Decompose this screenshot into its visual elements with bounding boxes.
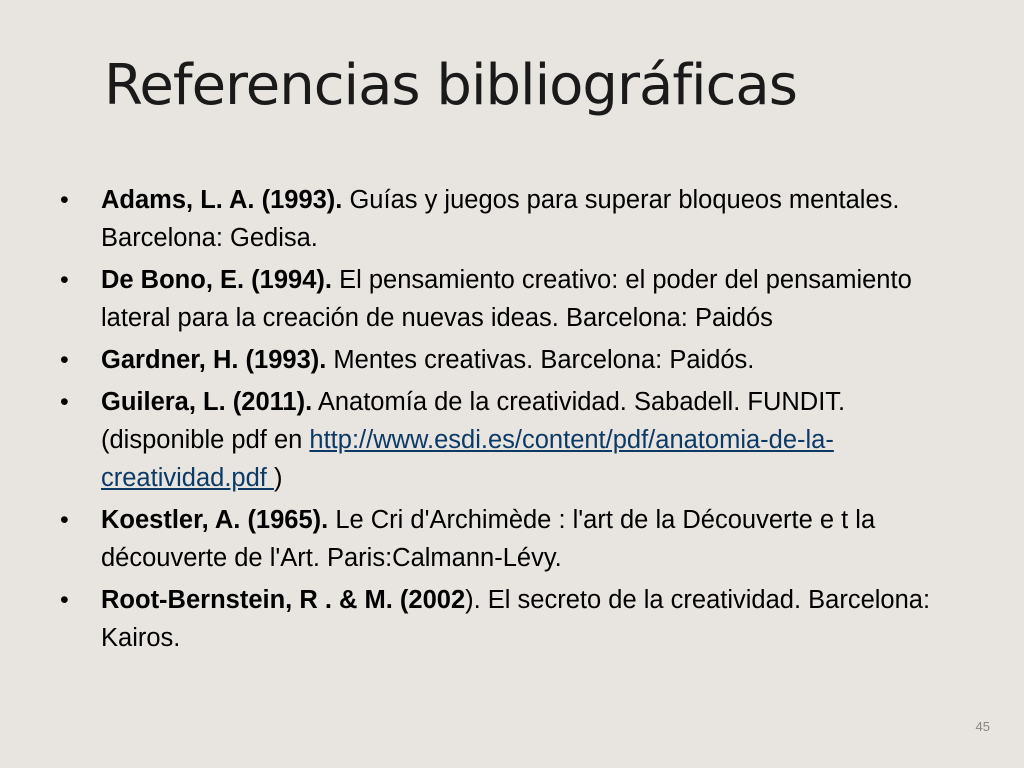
bullet-icon: • bbox=[60, 506, 69, 534]
bullet-icon: • bbox=[60, 388, 69, 416]
reference-item-gardner bbox=[60, 341, 960, 379]
reference-details: ). El secreto de la creatividad. Barcelona: Kairos. bbox=[101, 586, 931, 652]
reference-list bbox=[60, 181, 960, 661]
bullet-icon: • bbox=[60, 346, 69, 374]
reference-closing-paren: ) bbox=[273, 464, 283, 492]
reference-details: Mentes creativas. Barcelona: Paidós. bbox=[326, 346, 755, 374]
bullet-icon: • bbox=[60, 266, 69, 294]
reference-author-year: De Bono, E. (1994). bbox=[101, 266, 332, 294]
reference-author-year: Root-Bernstein, R . & M. (2002 bbox=[101, 586, 466, 614]
reference-details: Le Cri d'Archimède : l'art de la Découverte e t la découverte de l'Art. Paris:Calmann-Lévy. bbox=[101, 506, 876, 572]
reference-details: Guías y juegos para superar bloqueos mentales. Barcelona: Gedisa. bbox=[101, 186, 900, 252]
reference-pdf-link[interactable]: http://www.esdi.es/content/pdf/anatomia-de-la-creatividad.pdf bbox=[101, 426, 834, 492]
reference-author-year: Gardner, H. (1993). bbox=[101, 346, 327, 374]
reference-author-year: Guilera, L. (2011). bbox=[101, 388, 313, 416]
reference-author-year: Adams, L. A. (1993). bbox=[101, 186, 343, 214]
reference-item-de-bono bbox=[60, 261, 960, 337]
reference-author-year: Koestler, A. (1965). bbox=[101, 506, 329, 534]
reference-item-guilera bbox=[60, 383, 960, 497]
reference-item-adams bbox=[60, 181, 960, 257]
reference-details: El pensamiento creativo: el poder del pensamiento lateral para la creación de nuevas ideas. Barcelona: Paidós bbox=[101, 266, 912, 332]
bullet-icon: • bbox=[60, 586, 69, 614]
slide-number: 45 bbox=[975, 719, 990, 734]
reference-item-koestler bbox=[60, 501, 960, 577]
reference-details: Anatomía de la creatividad. Sabadell. FUNDIT. (disponible pdf en bbox=[101, 388, 846, 454]
bullet-icon: • bbox=[60, 186, 69, 214]
slide-title: Referencias bibliográficas bbox=[104, 53, 797, 118]
reference-item-root-bernstein bbox=[60, 581, 960, 657]
